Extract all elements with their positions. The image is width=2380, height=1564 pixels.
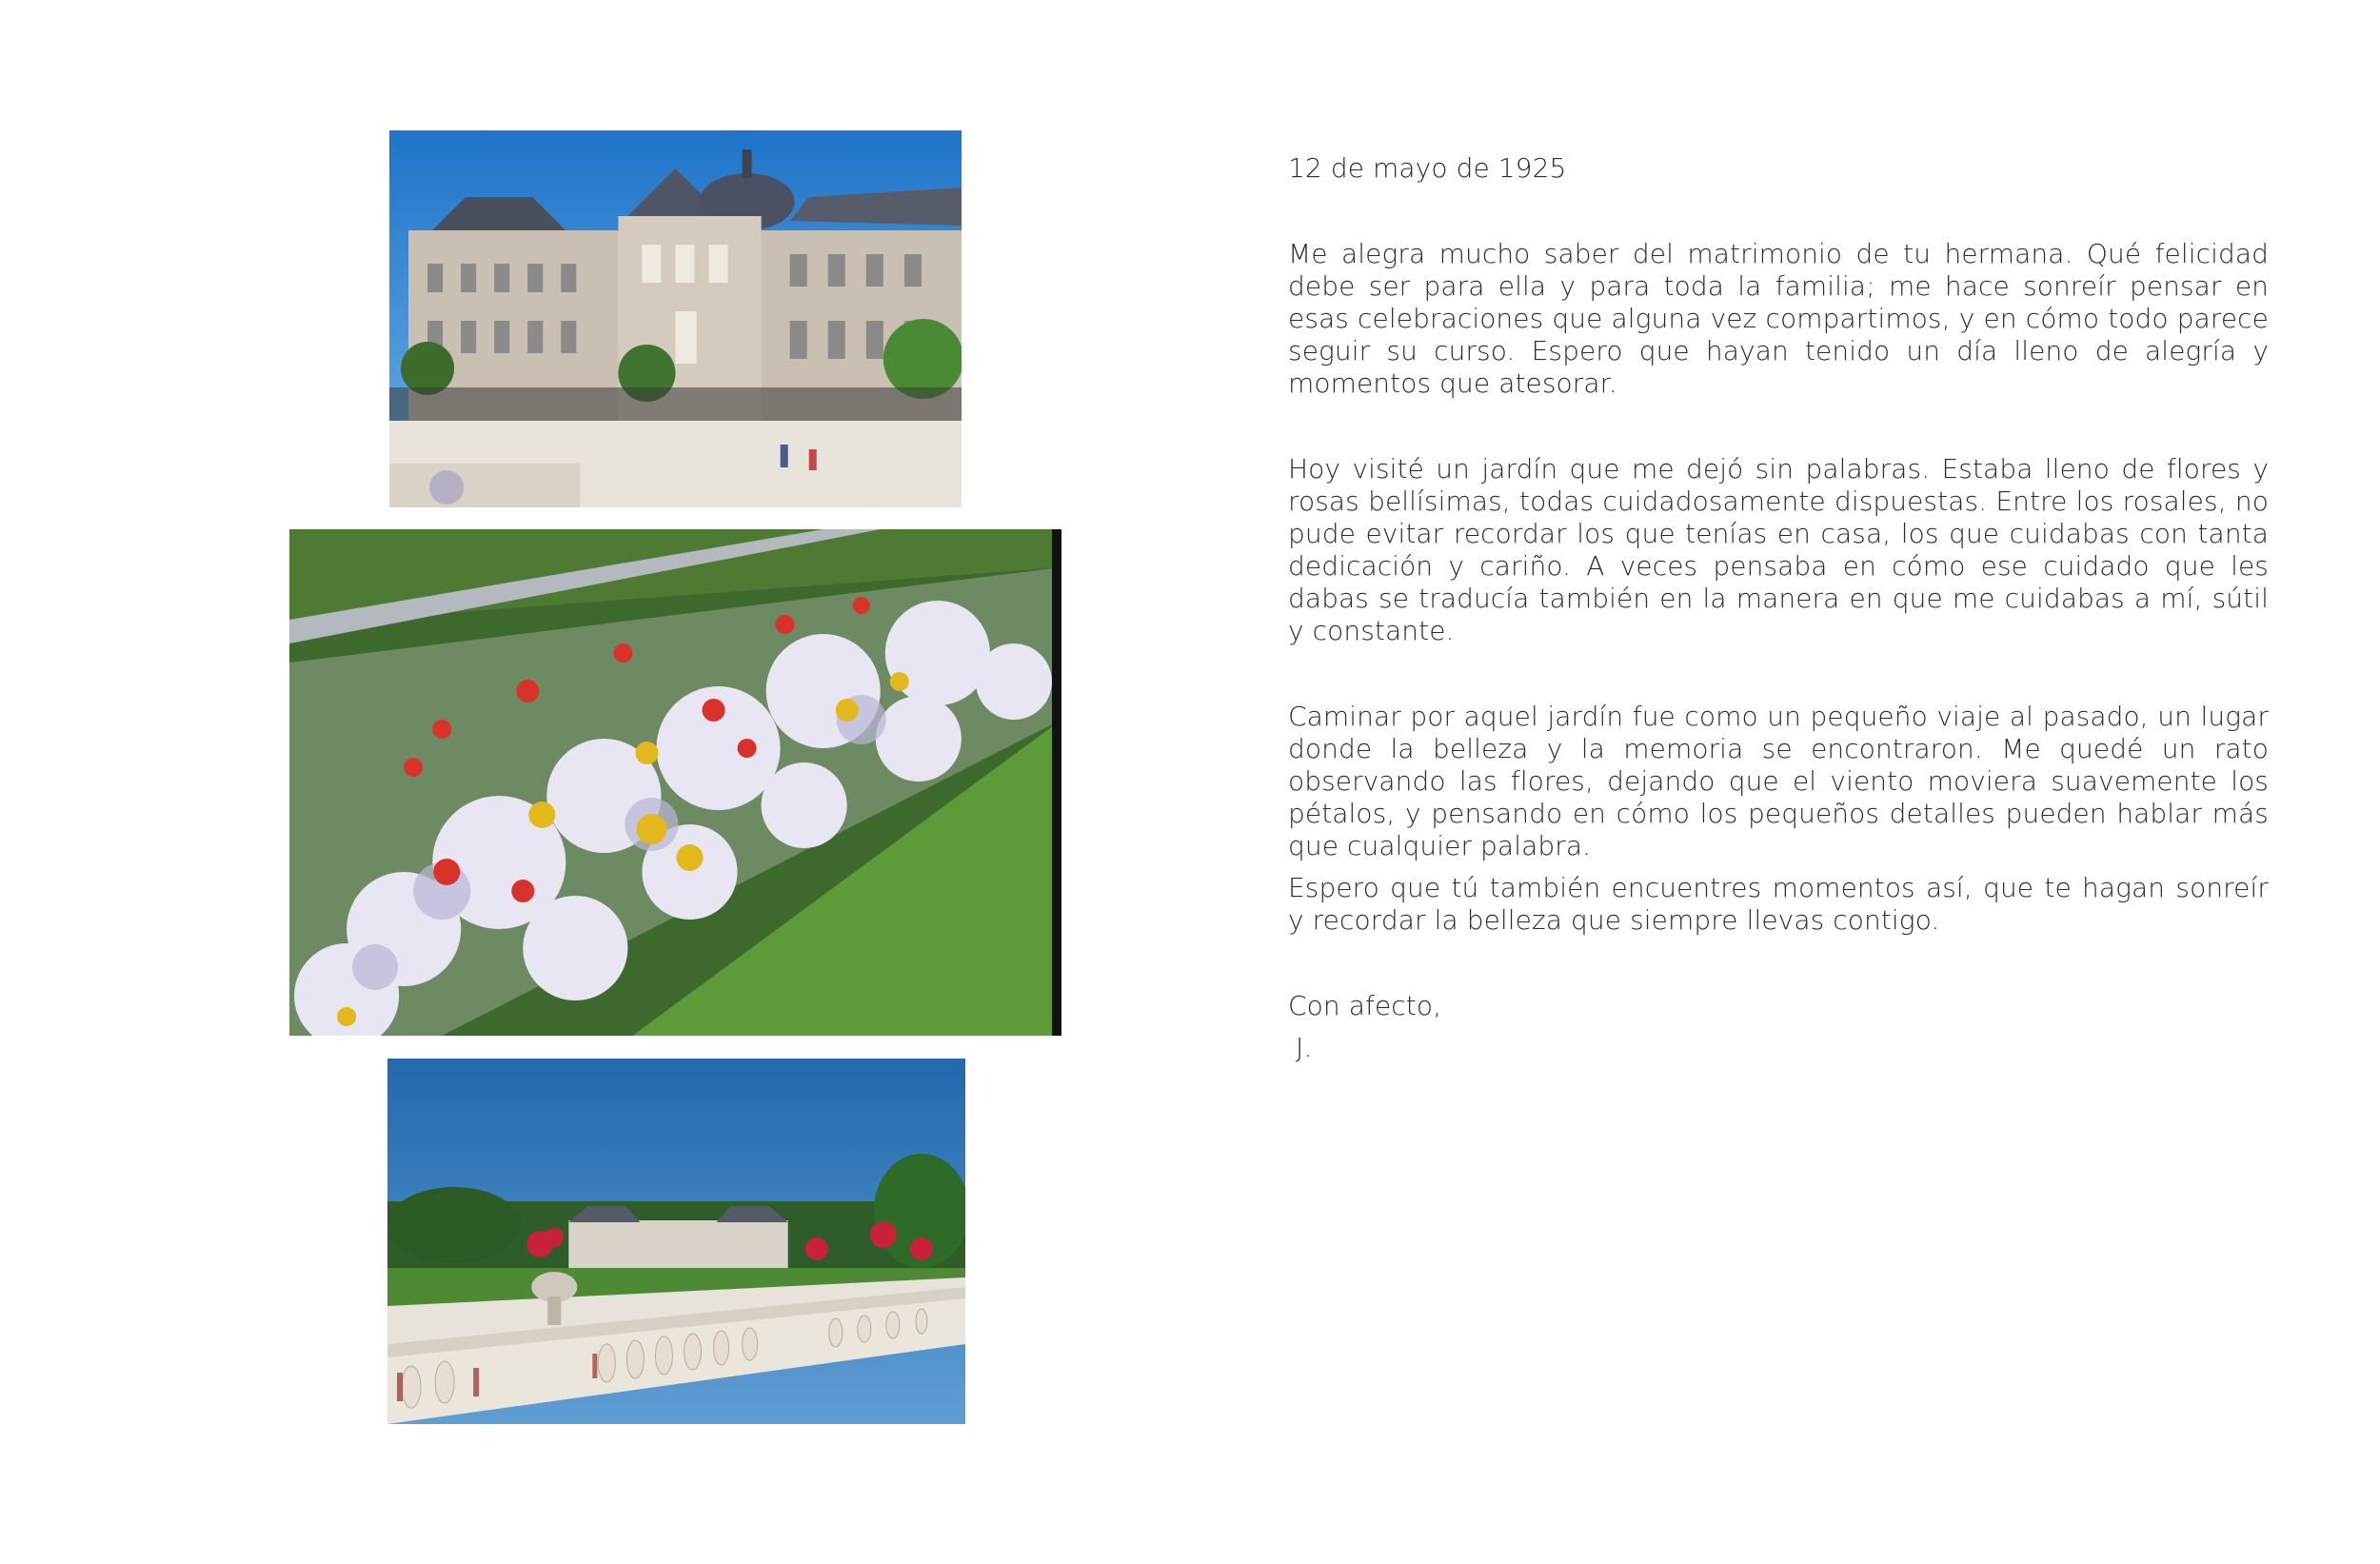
letter-date: 12 de mayo de 1925 — [1288, 152, 1567, 184]
letter-paragraph-2: Hoy visité un jardín que me dejó sin palabras. Estaba lleno de flores y rosas bellísimas, todas cuidadosamente dispuestas. Entre los rosales, no pude evitar recordar los que tenías en casa, los que cuidabas con tanta dedicación y cariño. A veces pensaba en cómo ese cuidado que les dabas se traducía también en la manera en que me cuidabas a mí, sútil y constante. — [1288, 453, 2269, 646]
letter-paragraph-4: Espero que tú también encuentres momentos así, que te hagan sonreír y recordar la belleza que siempre llevas contigo. — [1288, 872, 2269, 936]
letter — [1288, 152, 2269, 1064]
palace-photo — [389, 130, 962, 507]
letter-paragraph-3: Caminar por aquel jardín fue como un pequeño viaje al pasado, un lugar donde la belleza y la memoria se encontraron. Me quedé un rato observando las flores, dejando que el viento moviera suavemente los pétalos, y pensando en cómo los pequeños detalles pueden hablar más que cualquier palabra. — [1288, 701, 2269, 861]
letter-signature: J. — [1296, 1032, 1313, 1063]
letter-paragraph-1: Me alegra mucho saber del matrimonio de tu hermana. Qué felicidad debe ser para ella y para toda la familia; me hace sonreír pensar en esas celebraciones que alguna vez compartimos, y en cómo todo parece seguir su curso. Espero que hayan tenido un día lleno de alegría y momentos que atesorar. — [1288, 238, 2269, 399]
flowerbed-photo — [289, 529, 1061, 1036]
letter-closing: Con afecto, — [1288, 990, 1442, 1021]
garden-balustrade-photo — [387, 1059, 965, 1424]
